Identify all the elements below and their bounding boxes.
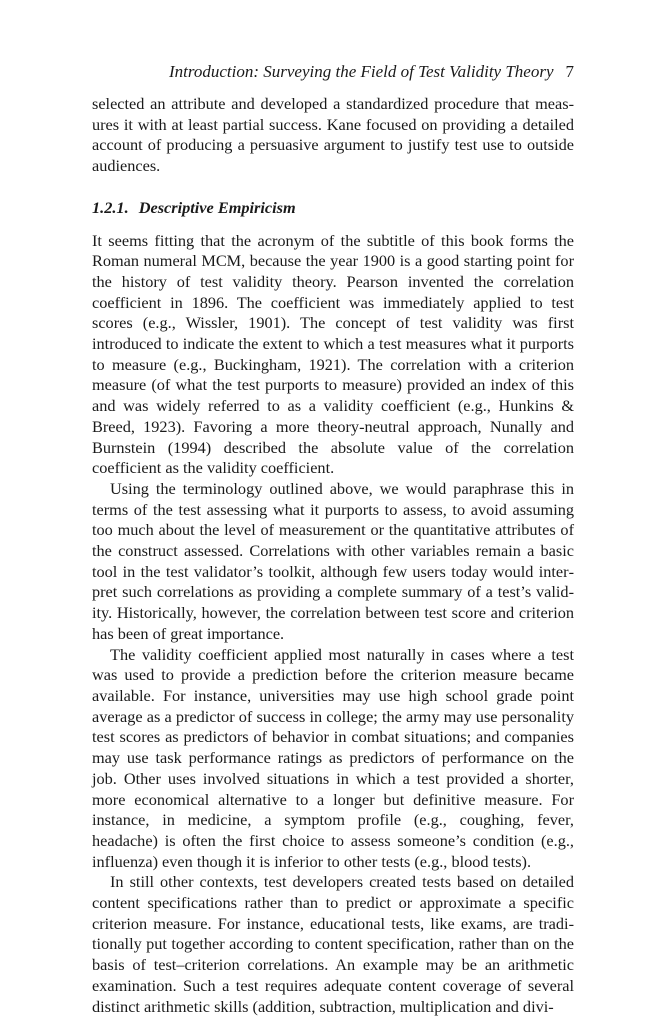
running-header [92, 60, 574, 84]
body-paragraph: Using the terminology outlined above, we would paraphrase this in terms of the test assessing what it purports to assess, to avoid assuming too much about the level of measurement or the quantitative attributes of the construct assessed. Correlations with other variables remain a basic tool in the test validator’s toolkit, although few users today would interpret such correlations as providing a complete summary of a test’s validity. Historically, however, the correlation between test score and criterion has been of great importance. [92, 478, 574, 643]
body-paragraph: In still other contexts, test developers created tests based on detailed content specifications rather than to predict or approximate a specific criterion measure. For instance, educational tests, like exams, are traditionally put together according to content specification, rather than on the basis of test–criterion correlations. An example may be an arithmetic examination. Such a test requires adequate content coverage of several distinct arithmetic skills (addition, subtraction, multiplication and divi- [92, 872, 574, 1016]
page-number: 7 [565, 62, 574, 81]
book-page [92, 60, 574, 1017]
running-title: Introduction: Surveying the Field of Test Validity Theory [169, 62, 554, 81]
body-paragraph: The validity coefficient applied most naturally in cases where a test was used to provide a prediction before the criterion measure became available. For instance, universities may use high school grade point average as a predictor of success in college; the army may use personality test scores as predictors of behavior in combat situations; and companies may use task performance ratings as predictors of performance on the job. Other uses involved situations in which a test provided a shorter, more economical alternative to a longer but definitive measure. For instance, in medicine, a symptom profile (e.g., coughing, fever, headache) is often the first choice to assess someone’s condition (e.g., influenza) even though it is inferior to other tests (e.g., blood tests). [92, 644, 574, 871]
body-paragraph: selected an attribute and developed a standardized procedure that measures it with at least partial success. Kane focused on providing a detailed account of producing a persuasive argument to justify test use to outside audiences. [92, 94, 574, 176]
section-title: Descriptive Empiricism [138, 197, 296, 217]
body-paragraph: It seems fitting that the acronym of the subtitle of this book forms the Roman numeral MCM, because the year 1900 is a good starting point for the history of test validity theory. Pearson invented the correlation coefficient in 1896. The coefficient was immediately applied to test scores (e.g., Wissler, 1901). The concept of test validity was first introduced to indicate the extent to which a test measures what it purports to measure (e.g., Buckingham, 1921). The correlation with a criterion measure (of what the test purports to measure) provided an index of this and was widely referred to as a validity coefficient (e.g., Hunkins & Breed, 1923). Favoring a more theory-neutral approach, Nunally and Burnstein (1994) described the absolute value of the correlation coefficient as the validity coefficient. [92, 230, 574, 478]
section-number: 1.2.1. [92, 197, 129, 217]
section-heading [92, 198, 574, 219]
